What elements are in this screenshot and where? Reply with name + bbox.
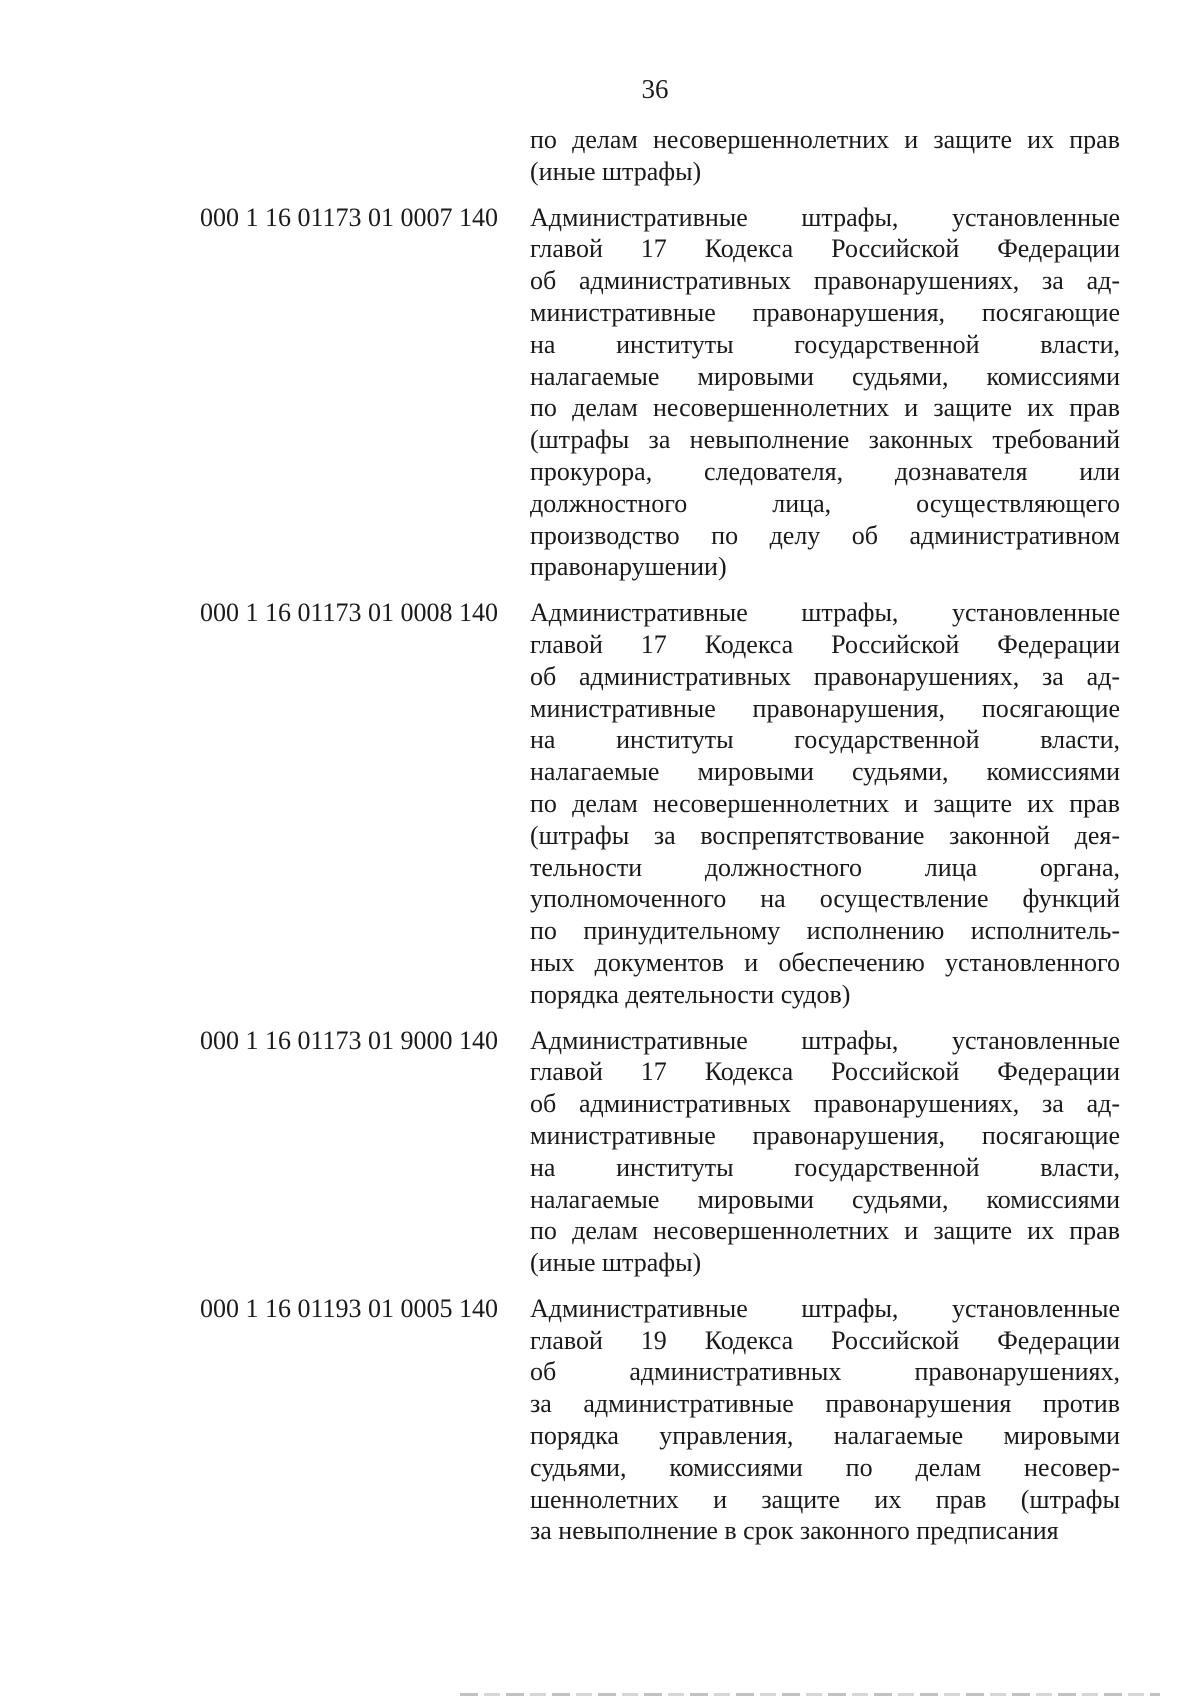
description-line: (иные штрафы) — [530, 156, 702, 186]
description-line: по делам несовершеннолетних и защите их прав — [530, 1216, 1120, 1246]
revenue-description — [530, 1293, 1120, 1547]
description-line: на институты государственной власти, — [530, 725, 1120, 755]
revenue-description — [530, 202, 1120, 584]
revenue-description — [530, 597, 1120, 1010]
description-line: об административных правонарушениях, за ад- — [530, 661, 1120, 691]
classification-code: 000 1 16 01173 01 9000 140 — [200, 1025, 499, 1055]
description-line: Административные штрафы, установленные — [530, 1293, 1120, 1323]
description-line: прокурора, следователя, дознавателя или — [530, 456, 1120, 486]
description-line: главой 19 Кодекса Российской Федерации — [530, 1325, 1120, 1355]
description-line: по делам несовершеннолетних и защите их прав — [530, 393, 1120, 423]
row-gap — [200, 1279, 1150, 1293]
description-line: тельности должностного лица органа, — [530, 852, 1120, 882]
description-line: налагаемые мировыми судьями, комиссиями — [530, 1184, 1120, 1214]
description-line: главой 17 Кодекса Российской Федерации — [530, 234, 1120, 264]
description-line: (штрафы за воспрепятствование законной дея- — [530, 820, 1120, 850]
description-line: главой 17 Кодекса Российской Федерации — [530, 1057, 1120, 1087]
description-line: по делам несовершеннолетних и защите их прав — [530, 125, 1120, 154]
description-line: об административных правонарушениях, — [530, 1357, 1120, 1387]
description-line: порядка деятельности судов) — [530, 979, 851, 1009]
description-line: об административных правонарушениях, за ад- — [530, 266, 1120, 296]
row-gap — [200, 1011, 1150, 1025]
description-line: министративные правонарушения, посягающие — [530, 1120, 1120, 1150]
description-line: производство по делу об административном — [530, 520, 1120, 550]
description-line: за невыполнение в срок законного предписания — [530, 1516, 1059, 1546]
scan-edge-artifact — [460, 1693, 1160, 1696]
description-line: об административных правонарушениях, за ад- — [530, 1089, 1120, 1119]
description-line: Административные штрафы, установленные — [530, 202, 1120, 232]
row-gap — [200, 188, 1150, 202]
table-row — [200, 202, 1150, 584]
table-row — [200, 597, 1150, 1010]
revenue-description — [530, 124, 1120, 188]
description-line: министративные правонарушения, посягающие — [530, 693, 1120, 723]
description-line: министративные правонарушения, посягающие — [530, 297, 1120, 327]
description-line: по делам несовершеннолетних и защите их прав — [530, 788, 1120, 818]
description-line: Административные штрафы, установленные — [530, 1025, 1120, 1055]
description-line: (штрафы за невыполнение законных требований — [530, 425, 1120, 455]
table-row — [200, 124, 1150, 188]
description-line: судьями, комиссиями по делам несовер- — [530, 1452, 1120, 1482]
description-line: на институты государственной власти, — [530, 1152, 1120, 1182]
description-line: порядка управления, налагаемые мировыми — [530, 1421, 1120, 1451]
description-line: за административные правонарушения против — [530, 1389, 1120, 1419]
description-line: (иные штрафы) — [530, 1248, 702, 1278]
description-line: налагаемые мировыми судьями, комиссиями — [530, 757, 1120, 787]
description-line: налагаемые мировыми судьями, комиссиями — [530, 361, 1120, 391]
classification-code: 000 1 16 01173 01 0008 140 — [200, 598, 499, 628]
revenue-description — [530, 1025, 1120, 1279]
description-line: главой 17 Кодекса Российской Федерации — [530, 629, 1120, 659]
page-number: 36 — [641, 74, 669, 104]
description-line: на институты государственной власти, — [530, 329, 1120, 359]
description-line: шеннолетних и защите их прав (штрафы — [530, 1484, 1120, 1514]
description-line: правонарушении) — [530, 552, 727, 582]
budget-classification-table — [200, 124, 1150, 1547]
description-line: ных документов и обеспечению установленного — [530, 947, 1120, 977]
classification-code: 000 1 16 01173 01 0007 140 — [200, 202, 499, 232]
table-row — [200, 1293, 1150, 1547]
description-line: Административные штрафы, установленные — [530, 598, 1120, 628]
description-line: уполномоченного на осуществление функций — [530, 884, 1120, 914]
table-row — [200, 1025, 1150, 1279]
classification-code: 000 1 16 01193 01 0005 140 — [200, 1293, 499, 1323]
description-line: должностного лица, осуществляющего — [530, 488, 1120, 518]
description-line: по принудительному исполнению исполнитель- — [530, 916, 1120, 946]
row-gap — [200, 583, 1150, 597]
